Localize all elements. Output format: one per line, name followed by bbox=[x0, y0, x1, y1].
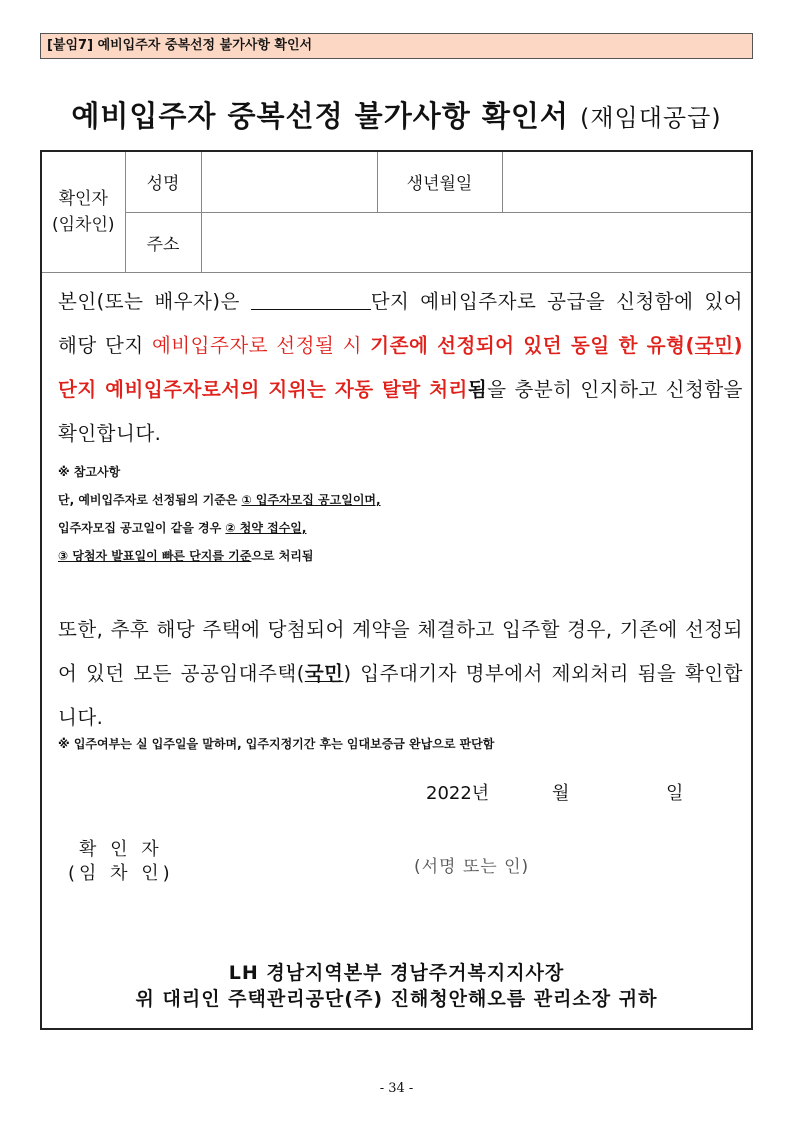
address-field[interactable] bbox=[201, 212, 751, 272]
move-in-paragraph bbox=[58, 608, 743, 740]
signature-seal-field[interactable]: (서명 또는 인) bbox=[414, 857, 530, 877]
applicant-role-label: 확인자 bbox=[58, 188, 108, 209]
date-year: 2022년 bbox=[426, 783, 490, 804]
form-frame bbox=[40, 150, 753, 1030]
para2-text: 또한, 추후 해당 주택에 당첨되어 계약을 체결하고 입주할 경우, 기존에 선정되어 있던 모든 공공임대주택( bbox=[58, 618, 743, 685]
para2-text: ) 입주대기자 명부에서 제외처리 됨을 확인합니다. bbox=[58, 662, 743, 729]
date-day[interactable]: 일 bbox=[666, 783, 684, 804]
document-title-sub: (재임대공급) bbox=[579, 104, 722, 132]
page-number: - 34 - bbox=[379, 1081, 414, 1096]
para1-warning-bold: 기존에 선정되어 있던 동일 한 유형( bbox=[370, 334, 695, 357]
para1-text: 을 충분히 인지하고 신청함을 확인합니다. bbox=[58, 378, 743, 445]
para1-warning-bold: ) 단지 예비입주자로서의 지위는 자동 탈락 처리 bbox=[58, 334, 743, 401]
complex-name-blank[interactable] bbox=[251, 287, 371, 310]
reference-note-line: ③ 당첨자 발표일이 빠른 단지를 기준으로 처리됨 bbox=[58, 549, 314, 563]
document-title bbox=[0, 94, 793, 135]
applicant-role-sublabel: (임차인) bbox=[51, 214, 115, 235]
reference-notes-title: ※ 참고사항 bbox=[58, 465, 121, 479]
name-label: 성명 bbox=[125, 152, 201, 212]
applicant-role-cell bbox=[42, 152, 125, 272]
addressee-line1: LH 경남지역본부 경남주거복지지사장 bbox=[228, 962, 565, 984]
move-in-note: ※ 입주여부는 실 입주일을 말하며, 입주지정기간 후는 임대보증금 완납으로 판단함 bbox=[58, 737, 495, 751]
signer-label bbox=[68, 838, 174, 886]
para1-warning-text: 예비입주자로 선정될 시 bbox=[151, 334, 371, 357]
confirmation-paragraph bbox=[58, 280, 743, 456]
para1-bold-text: 됨 bbox=[467, 378, 488, 401]
addressee-line2: 위 대리인 주택관리공단(주) 진해청안해오름 관리소장 귀하 bbox=[135, 988, 658, 1010]
signer-role-sub: (임 차 인) bbox=[68, 863, 174, 884]
document-title-main: 예비입주자 중복선정 불가사항 확인서 bbox=[71, 99, 569, 133]
date-row bbox=[42, 779, 751, 809]
reference-notes bbox=[58, 458, 743, 570]
para1-text: 본인(또는 배우자)은 bbox=[58, 290, 240, 313]
birth-date-field[interactable] bbox=[502, 152, 751, 212]
birth-date-label: 생년월일 bbox=[377, 152, 502, 212]
applicant-info-table bbox=[42, 152, 751, 273]
addressee bbox=[42, 960, 751, 1012]
address-label: 주소 bbox=[125, 212, 201, 272]
name-field[interactable] bbox=[201, 152, 377, 212]
reference-note-line: 입주자모집 공고일이 같을 경우 ② 청약 접수일, bbox=[58, 521, 307, 535]
reference-note-line: 단, 예비입주자로 선정됨의 기준은 ① 입주자모집 공고일이며, bbox=[58, 493, 381, 507]
signer-role: 확 인 자 bbox=[79, 839, 163, 860]
attachment-label: [붙임7] 예비입주자 중복선정 불가사항 확인서 bbox=[40, 33, 753, 59]
para2-type-highlight: 국민 bbox=[304, 662, 344, 685]
date-month[interactable]: 월 bbox=[552, 783, 570, 804]
para1-text: 단지 예비입주자로 공급을 신청함에 있어 해당 단지 bbox=[58, 290, 743, 357]
para1-type-highlight: 국민 bbox=[694, 334, 734, 357]
